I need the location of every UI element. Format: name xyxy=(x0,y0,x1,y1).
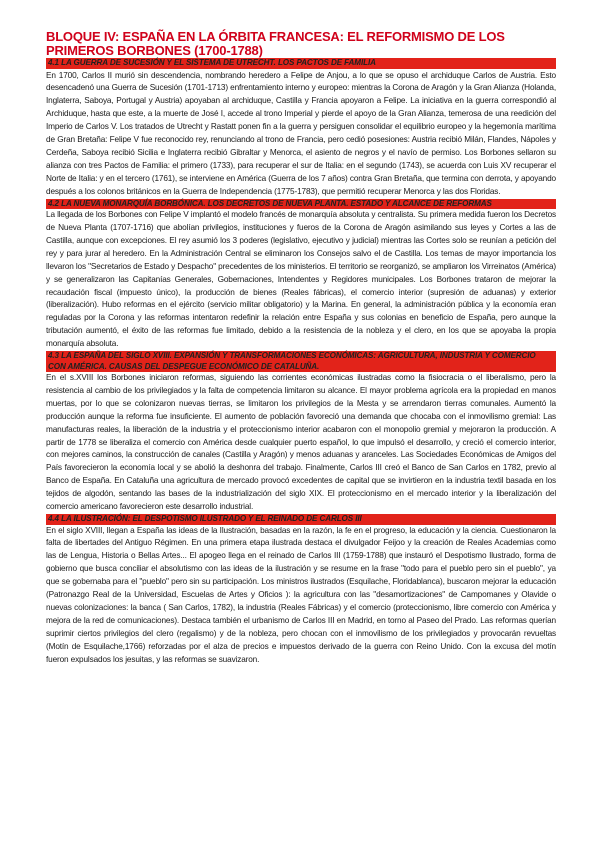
section-heading: 4.4 LA ILUSTRACIÓN: EL DESPOTISMO ILUSTRADO Y EL REINADO DE CARLOS III xyxy=(46,514,556,525)
section-body: En el s.XVIII los Borbones iniciaron reformas, siguiendo las corrientes económicas ilustradas como la fisiocracia o el liberalismo, pero la resistencia al cambio de los privilegiados y la falta de competencia limitaron su alcance. El mayor problema agrícola era la propiedad en manos muertas, por lo que se colonizaron nuevas tierras, se limitaron los privilegios de la Mesta y se arrendaron tierras comunales. Aumentó la producción aunque la reforma fue insuficiente. El aumento de población favoreció una demanda que chocaba con el inmovilismo gremial: Las manufacturas reales, la liberación de la industria y el proteccionismo interior acabaron con el monopolio gremial y mejoraron la producción. A partir de 1778 se liberaliza el comercio con América desde cualquier puerto español, lo que impulsó el desarrollo, y creció el comercio interior, con mejores caminos, la construcción de canales (Castilla y Aragón) y menos aduanas y aranceles. Las Sociedades Económicas de Amigos del País favorecieron la economía local y se abolió la deshonra del trabajo. Finalmente, Carlos III creó el Banco de San Carlos en 1782, previo al Banco de España. En Cataluña una agricultura de mercado provocó excedentes de capital que se invirtieron en la industria textil basada en los tejidos de algodón, sentando las bases de la industrialización del siglo XIX. El proteccionismo en el mercado interior y la liberalización del comercio americano favorecieron este desarrollo industrial. xyxy=(46,373,556,512)
document-title: BLOQUE IV: ESPAÑA EN LA ÓRBITA FRANCESA: EL REFORMISMO DE LOS PRIMEROS BORBONES (1700-1788) xyxy=(46,29,505,58)
section-body: En 1700, Carlos II murió sin descendencia, nombrando heredero a Felipe de Anjou, a lo que se opuso el archiduque Carlos de Austria. Esto desencadenó una Guerra de Sucesión (1701-1713) enfrentamiento interno y europeo: mientras la Corona de Aragón y la Gran Alianza (Holanda, Inglaterra, Saboya, Portugal y Austria) apoyaban al archiduque, Castilla y Francia apoyaron a Felipe. La iniciativa en la guerra correspondió al Archiduque, hasta que este, a la muerte de José I, accede al trono Imperial y pierde el apoyo de la Gran Alianza, temerosa de una reedición del Imperio de Carlos V. Los tratados de Utrecht y Rastatt ponen fin a la guerra y persiguen consolidar el equilibrio europeo y la hegemonía marítima de Gran Bretaña: Felipe V fue reconocido rey, renunciando al trono de Francia, pero cedió posesiones: Austria recibió Milán, Flandes, Nápoles y Cerdeña, Saboya recibió Sicilia e Inglaterra recibió Gibraltar y Menorca, el asiento de negros y el navío de permiso. Los Borbones sellaron su alianza con tres Pactos de Familia: el primero (1733), para recuperar el sur de Italia: en el segundo (1743), se acuerda con Luis XV recuperar el Norte de Italia: y en el tercero (1761), se interviene en América (Guerra de los 7 años) contra Gran Bretaña, que termina con derrota, y apoyando después a los colonos británicos en la Guerra de Independencia (1775-1783), que permitió recuperar Menorca y las dos Floridas. xyxy=(46,70,556,196)
section-body: En el siglo XVIII, llegan a España las ideas de la Ilustración, basadas en la razón, la fe en el progreso, la educación y la ciencia. Cuestionaron la falta de libertades del Antiguo Régimen. En una primera etapa ilustrada destaca el divulgador Feijoo y la creación de Reales Academias como las de Lengua, Historia o Bellas Artes... El apogeo llega en el reinado de Carlos III (1759-1788) que instauró el Despotismo Ilustrado, forma de gobierno que busca conciliar el absolutismo con las ideas de la ilustración y se resume en la frase "todo para el pueblo pero sin el pueblo", ya que se gobernaba para el "pueblo" pero sin su participación. Los ministros ilustrados (Esquilache, Floridablanca), buscaron mejorar la educación (Patronazgo Real de la Universidad, Escuelas de Artes y Oficios ): la agricultura con las "desamortizaciones" de Campomanes y Olavide o nuevas colonizaciones: la banca ( San Carlos, 1782), la industria (Reales Fábricas) y el comercio (proteccionismo, libre comercio con América y mejora de la red de comunicaciones). Destaca también el urbanismo de Carlos III en Madrid, en torno al Paseo del Prado. Las reformas querían suprimir ciertos privilegios del clero (regalismo) y de la nobleza, pero chocan con el inmovilismo de los privilegiados y provocarán revueltas (Motín de Esquilache,1766) reforzadas por el alza de precios e impuestos derivado de la guerra con Reino Unido. Con la excusa del motín fueron expulsados los jesuitas, y las reformas se suavizaron. xyxy=(46,525,556,664)
section-ilustracion xyxy=(46,514,556,666)
section-nueva-monarquia xyxy=(46,199,556,351)
section-guerra-sucesion xyxy=(46,58,556,199)
section-heading: 4.1 LA GUERRA DE SUCESIÓN Y EL SISTEMA DE UTRECHT. LOS PACTOS DE FAMILIA xyxy=(46,58,556,69)
section-body: La llegada de los Borbones con Felipe V implantó el modelo francés de monarquía absoluta y centralista. Su primera medida fueron los Decretos de Nueva Planta (1707-1716) que abolían privilegios, instituciones y fueros de la Corona de Aragón asimilando sus leyes y Cortes a las de Castilla, aunque con excepciones. El rey asumió los 3 poderes (legislativo, ejecutivo y judicial) mientras las Cortes solo se reunían a petición del rey y para jurar al heredero. En la Administración Central se eliminaron los Consejos salvo el de Castilla. Los temas de mayor importancia los llevaron los "Secretarios de Estado y Despacho" precedentes de los ministerios. El territorio se reorganizó, se ampliaron los Virreinatos (América) y se generalizaron las Capitanías Generales, Gobernaciones, Intendentes y Regidores municipales. Los Borbones trataron de mejorar la recaudación fiscal (impuesto único), la producción de bienes (Reales fábricas), el comercio interior (supresión de aduanas) y exterior (liberalización). Hubo reformas en el ejército (servicio militar obligatorio) y la Marina. En general, la administración pública y la economía eran reguladas por la Corona y las reformas intentaron redefinir la relación entre España y sus colonias en beneficio de España, pero aunque la tributación aumentó, el éxito de las reformas fue limitado, debido a la resistencia de la nobleza y el clero, en los que se apoyaba la propia monarquía absoluta. xyxy=(46,210,556,349)
section-espana-siglo-xviii xyxy=(46,351,556,514)
section-heading: 4.2 LA NUEVA MONARQUÍA BORBÓNICA. LOS DECRETOS DE NUEVA PLANTA. ESTADO Y ALCANCE DE REFORMAS xyxy=(46,199,556,210)
section-heading: 4.3 LA ESPAÑA DEL SIGLO XVIII. EXPANSIÓN Y TRANSFORMACIONES ECONÓMICAS: AGRICULTURA, INDUSTRIA Y COMERCIO CON AMÉRICA. CAUSAS DEL DESPEGUE ECONÓMICO DE CATALUÑA. xyxy=(46,351,556,372)
